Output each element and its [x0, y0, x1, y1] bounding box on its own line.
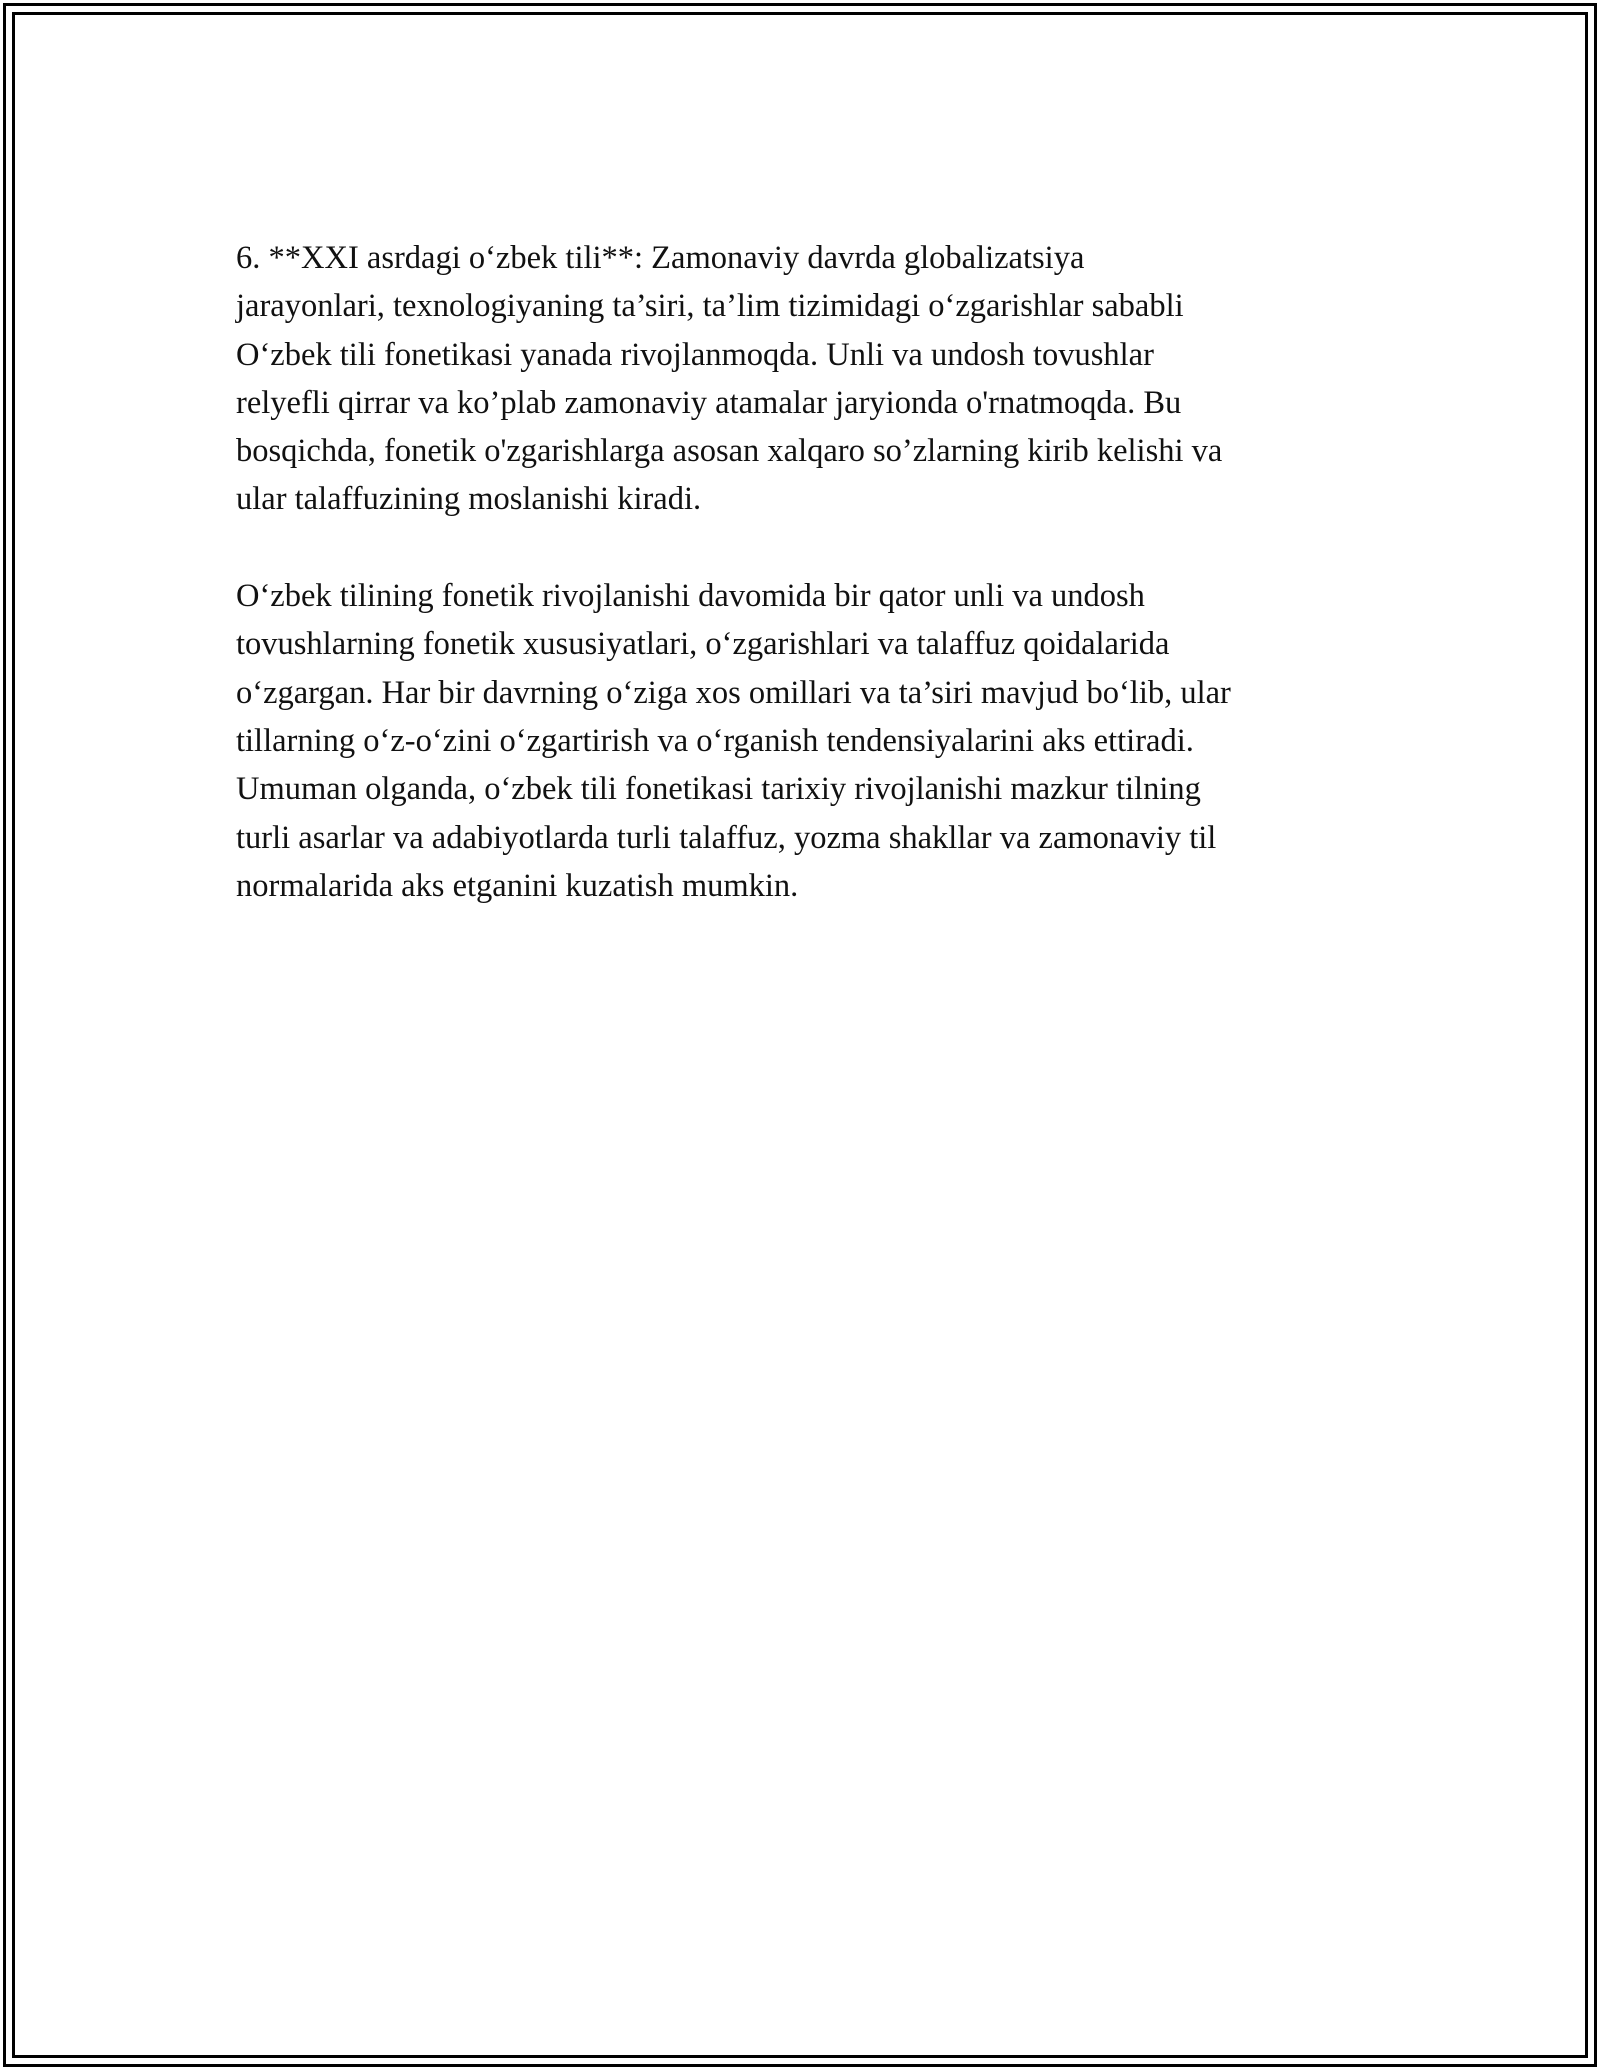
text-line: relyefli qirrar va ko’plab zamonaviy atamalar jaryionda o'rnatmoqda. Bu: [236, 384, 1182, 421]
text-line: tovushlarning fonetik xususiyatlari, o‘zgarishlari va talaffuz qoidalarida: [236, 626, 1170, 663]
paragraph-summary: [236, 572, 1386, 910]
text-line: tillarning o‘z-o‘zini o‘zgartirish va o‘rganish tendensiyalarini aks ettiradi.: [236, 722, 1194, 759]
document-body: [236, 234, 1386, 910]
text-line: bosqichda, fonetik o'zgarishlarga asosan xalqaro so’zlarning kirib kelishi va: [236, 433, 1223, 470]
text-line: o‘zgargan. Har bir davrning o‘ziga xos omillari va ta’siri mavjud bo‘lib, ular: [236, 674, 1231, 711]
text-line: jarayonlari, texnologiyaning ta’siri, ta’lim tizimidagi o‘zgarishlar sababli: [236, 288, 1184, 325]
text-line: O‘zbek tili fonetikasi yanada rivojlanmoqda. Unli va undosh tovushlar: [236, 336, 1154, 373]
text-line: turli asarlar va adabiyotlarda turli talaffuz, yozma shakllar va zamonaviy til: [236, 819, 1217, 856]
text-line: O‘zbek tilining fonetik rivojlanishi davomida bir qator unli va undosh: [236, 578, 1145, 615]
text-line: normalarida aks etganini kuzatish mumkin.: [236, 867, 799, 904]
text-line: ular talaffuzining moslanishi kiradi.: [236, 481, 702, 518]
text-line: 6. **XXI asrdagi o‘zbek tili**: Zamonaviy davrda globalizatsiya: [236, 240, 1085, 276]
text-line: Umuman olganda, o‘zbek tili fonetikasi tarixiy rivojlanishi mazkur tilning: [236, 771, 1201, 808]
paragraph-xxi-century: [236, 234, 1386, 524]
